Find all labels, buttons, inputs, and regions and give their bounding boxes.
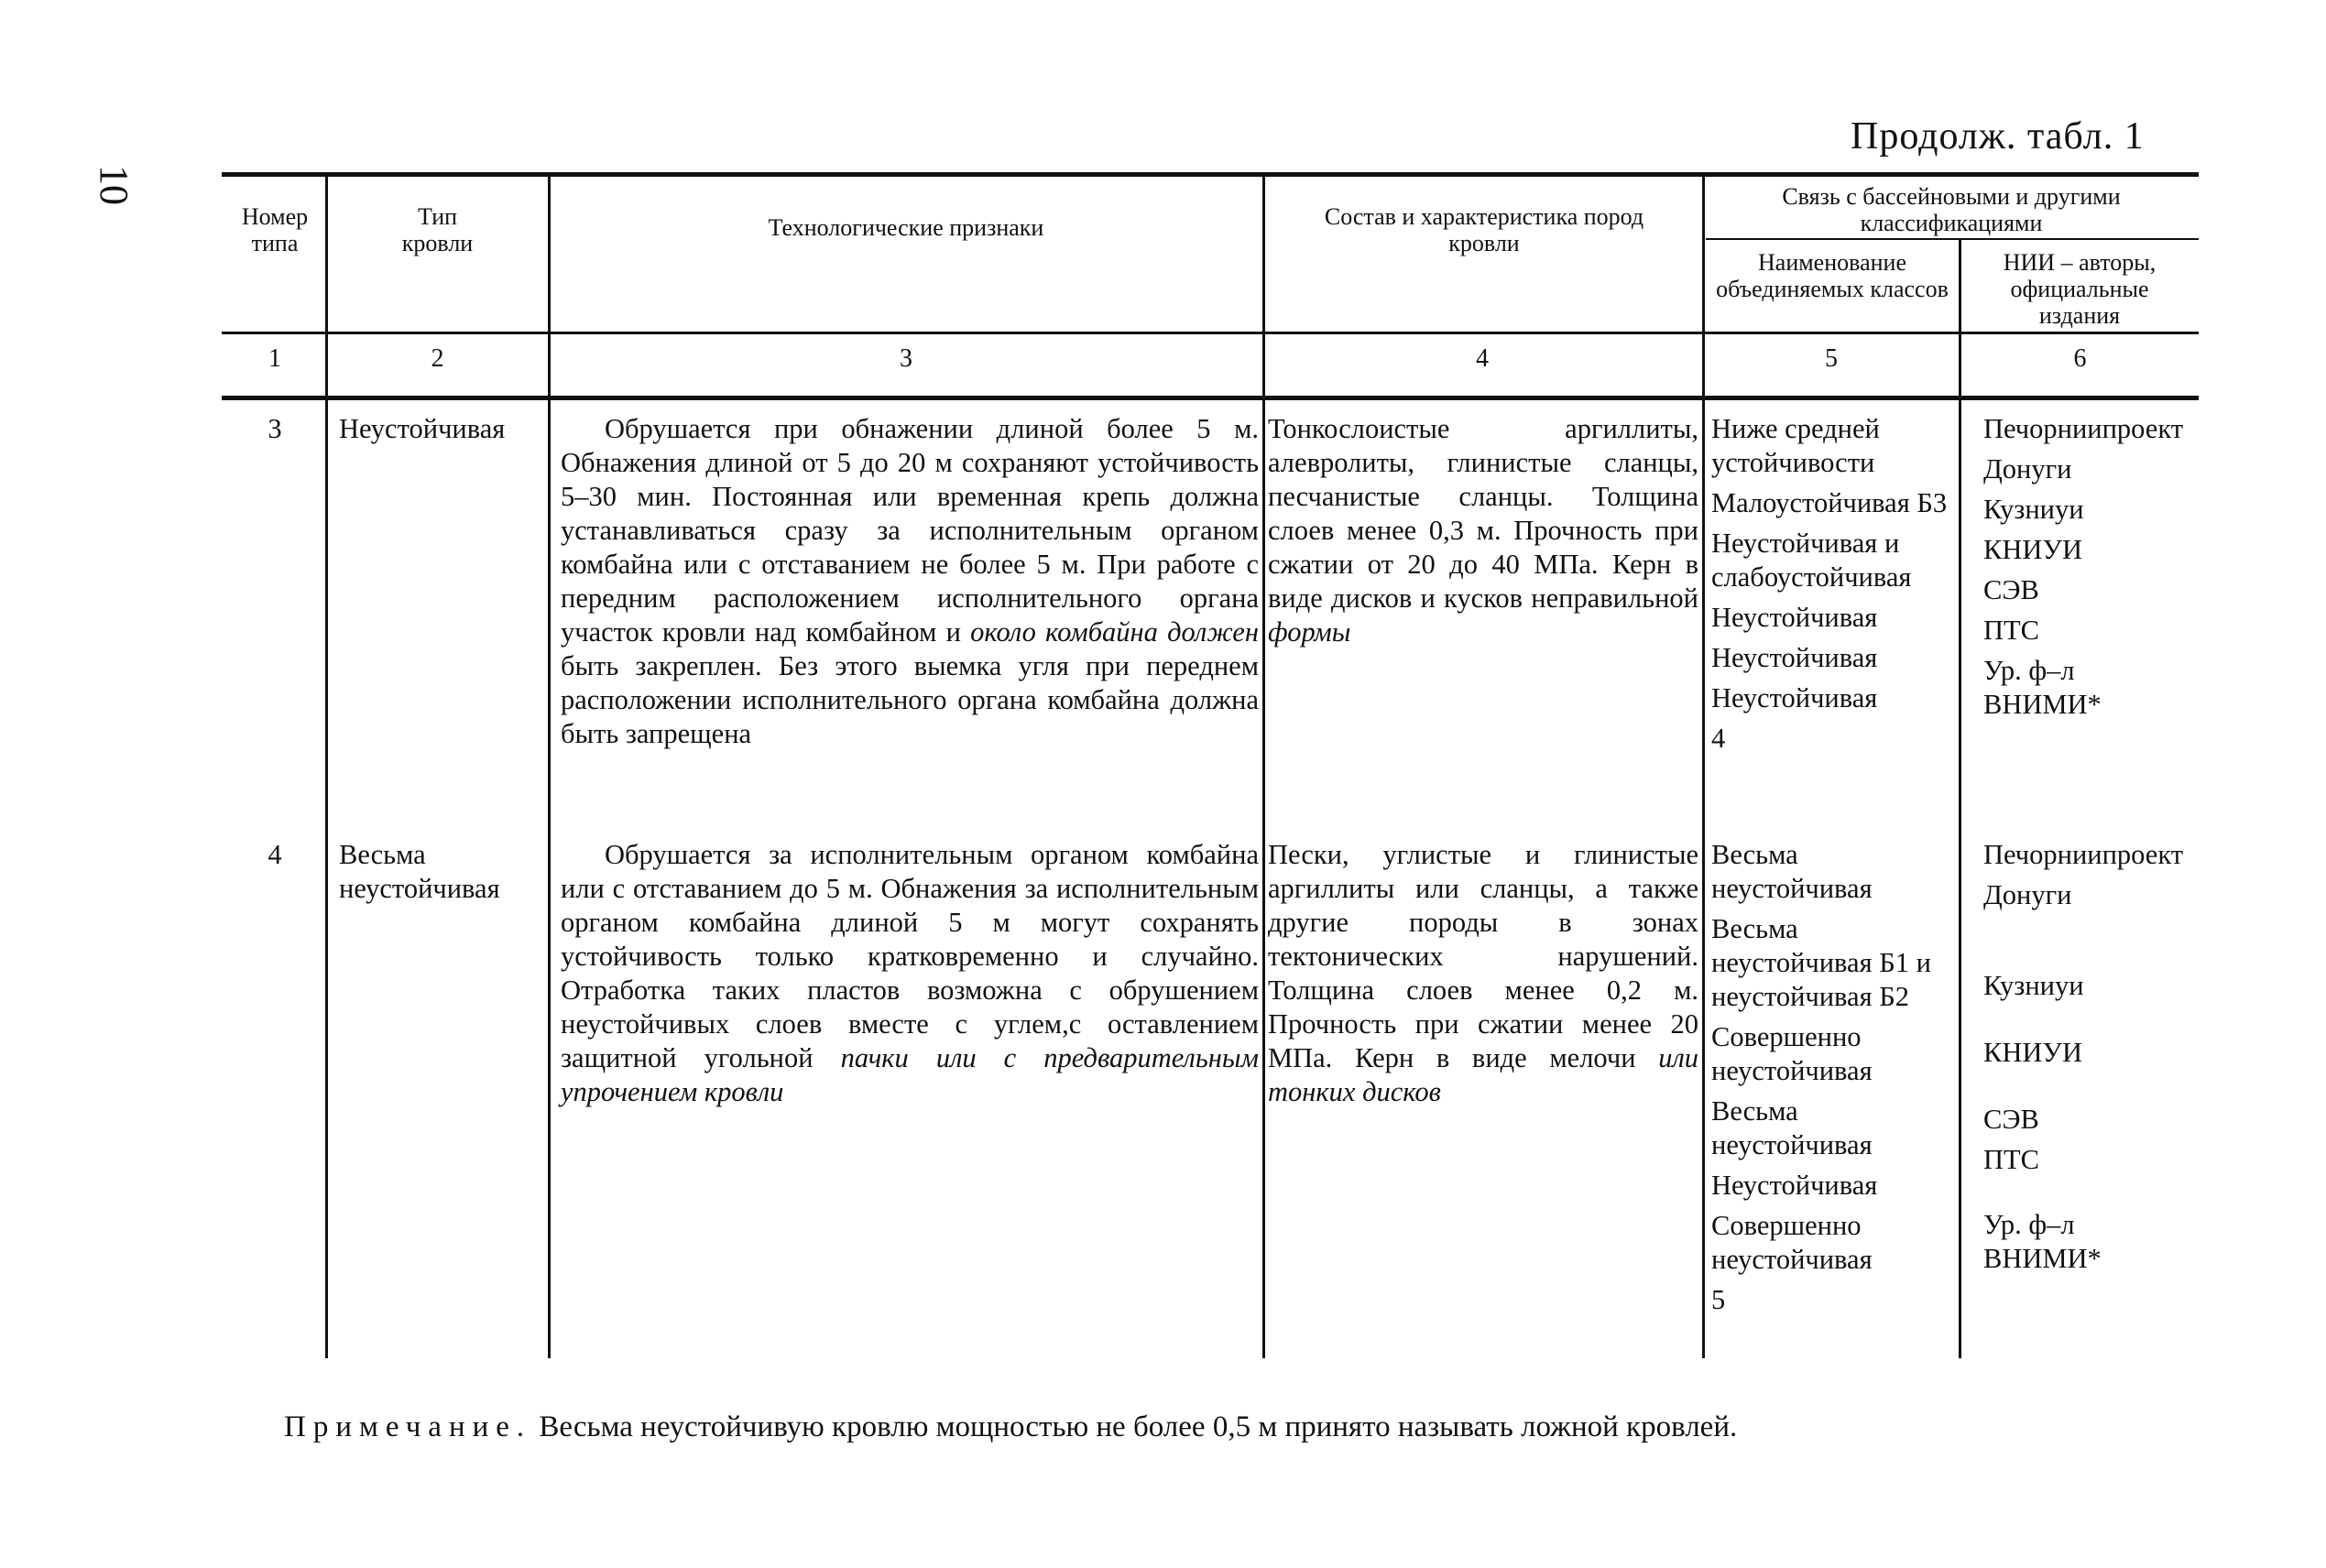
row-3-class-item: Неустойчивая [1711, 682, 1878, 713]
colnum-6: 6 [2073, 344, 2087, 373]
row-4-author-item: ПТС [1983, 1144, 2039, 1175]
header-bottom-rule [222, 332, 2199, 334]
page-number: 10 [92, 165, 137, 205]
column-divider-2 [548, 177, 551, 1358]
row-4-author-item: Донуги [1983, 879, 2072, 910]
header-classification-group: Связь с бассейновыми и другими классификациями [1782, 183, 2121, 236]
row-3-composition-italic: формы [1268, 616, 1351, 648]
colnum-2: 2 [431, 344, 444, 373]
colnum-1: 1 [268, 344, 281, 373]
row-3-class-item: Неустойчивая [1711, 642, 1878, 673]
note-label: Примечание. [284, 1410, 532, 1443]
row-4-class-list [1711, 838, 1957, 1323]
colnum-3: 3 [900, 344, 912, 373]
row-3-author-item: Печорниипроект [1983, 413, 2184, 444]
row-4-author-item: Ур. ф–л ВНИМИ* [1983, 1209, 2102, 1274]
row-3-author-item: КНИУИ [1983, 534, 2083, 565]
row-4-number: 4 [268, 839, 282, 870]
row-4-composition [1268, 838, 1698, 1109]
row-3-author-item: Кузниуи [1983, 494, 2084, 525]
note-text: Весьма неустойчивую кровлю мощностью не более 0,5 м принято называть ложной кровлей. [531, 1410, 1738, 1443]
header-type-number: Номер типа [241, 203, 309, 256]
row-3-class-item: Неустойчивая и слабоустойчивая [1711, 528, 1912, 593]
row-3-class-item: Ниже средней устойчивости [1711, 413, 1880, 478]
row-3-author-item: Донуги [1983, 453, 2072, 485]
row-4-class-item: 5 [1711, 1284, 1726, 1315]
row-4-class-item: Неустойчивая [1711, 1170, 1878, 1201]
table-continuation-title: Продолж. табл. 1 [1851, 115, 2145, 158]
colnum-4: 4 [1476, 344, 1489, 373]
row-3-tech-end: быть закреплен. Без этого выемка угля при переднем расположении исполнительного органа комбайна должна быть запрещена [561, 650, 1259, 749]
row-4-type: Весьма неустойчивая [339, 839, 500, 904]
row-4-composition-italic: или тонких дисков [1268, 1042, 1698, 1107]
row-3-class-item: Малоустойчивая Б3 [1711, 487, 1948, 518]
row-3-tech-main: Обрушается при обнажении длиной более 5 м. Обнажения длиной от 5 до 20 м сохраняют устойчивость 5–30 мин. Постоянная или временная крепь должна устанавливаться сразу за исполнительным органом комбайна или с отставанием не более 5 м. При работе с передним расположением исполнительного органа участок кровли над комбайном и [561, 413, 1259, 648]
row-4-composition-main: Пески, углистые и глинистые аргиллиты или сланцы, а также другие породы в зонах тектонических нарушений. Толщина слоев менее 0,2 м. Прочность при сжатии менее 20 МПа. Керн в виде мелочи [1268, 839, 1698, 1073]
row-4-author-item: КНИУИ [1983, 1037, 2083, 1068]
row-3-type: Неустойчивая [339, 413, 506, 444]
header-roof-type: Тип кровли [401, 203, 474, 256]
row-4-class-item: Совершенно неустойчивая [1711, 1021, 1873, 1086]
row-4-class-item: Весьма неустойчивая [1711, 839, 1873, 904]
row-3-tech-italic: около комбайна должен [970, 616, 1259, 648]
row-4-tech-features [561, 838, 1259, 1109]
column-divider-1 [325, 177, 328, 1358]
row-3-composition [1268, 412, 1698, 649]
column-divider-5 [1959, 240, 1961, 1358]
row-3-class-item: 4 [1711, 723, 1726, 754]
table-top-rule [222, 172, 2199, 177]
row-4-class-item: Весьма неустойчивая [1711, 1095, 1873, 1160]
row-4-tech-italic: пачки или с предварительным упрочением кровли [561, 1042, 1259, 1107]
row-4-author-list [1983, 838, 2194, 1282]
group-header-rule [1706, 238, 2199, 240]
header-class-names: Наименование объединяемых классов [1716, 249, 1949, 302]
row-4-author-item: СЭВ [1983, 1104, 2039, 1135]
row-3-number: 3 [268, 413, 282, 444]
row-3-composition-main: Тонкослоистые аргиллиты, алевролиты, глинистые сланцы, песчанистые сланцы. Толщина слоев менее 0,3 м. Прочность при сжатии от 20 до 40 МПа. Керн в виде дисков и кусков неправильной [1268, 413, 1698, 614]
header-tech-features: Технологические признаки [768, 214, 1044, 241]
row-4-author-item: Кузниуи [1983, 970, 2084, 1001]
row-3-class-list [1711, 412, 1957, 762]
row-4-class-item: Совершенно неустойчивая [1711, 1210, 1873, 1275]
colnum-bottom-rule [222, 396, 2199, 400]
row-3-author-item: ПТС [1983, 615, 2039, 646]
column-divider-4 [1702, 177, 1705, 1358]
row-3-author-item: СЭВ [1983, 574, 2039, 605]
row-3-author-list [1983, 412, 2194, 728]
row-3-class-item: Неустойчивая [1711, 602, 1878, 633]
header-authors: НИИ – авторы, официальные издания [2003, 249, 2157, 329]
row-4-class-item: Весьма неустойчивая Б1 и неустойчивая Б2 [1711, 913, 1931, 1012]
row-4-tech-main: Обрушается за исполнительным органом комбайна или с отставанием до 5 м. Обнажения за исполнительным органом комбайна длиной 5 м могут сохранять устойчивость только кратковременно и случайно. Отработка таких пластов возможна с обрушением неустойчивых слоев вместе с углем,с оставлением защитной угольной [561, 839, 1259, 1073]
colnum-5: 5 [1825, 344, 1838, 373]
header-composition: Состав и характеристика пород кровли [1324, 203, 1644, 256]
table-note [284, 1410, 1737, 1444]
column-divider-3 [1262, 177, 1265, 1358]
row-4-author-item: Печорниипроект [1983, 839, 2184, 870]
row-3-author-item: Ур. ф–л ВНИМИ* [1983, 655, 2102, 720]
row-3-tech-features [561, 412, 1259, 751]
